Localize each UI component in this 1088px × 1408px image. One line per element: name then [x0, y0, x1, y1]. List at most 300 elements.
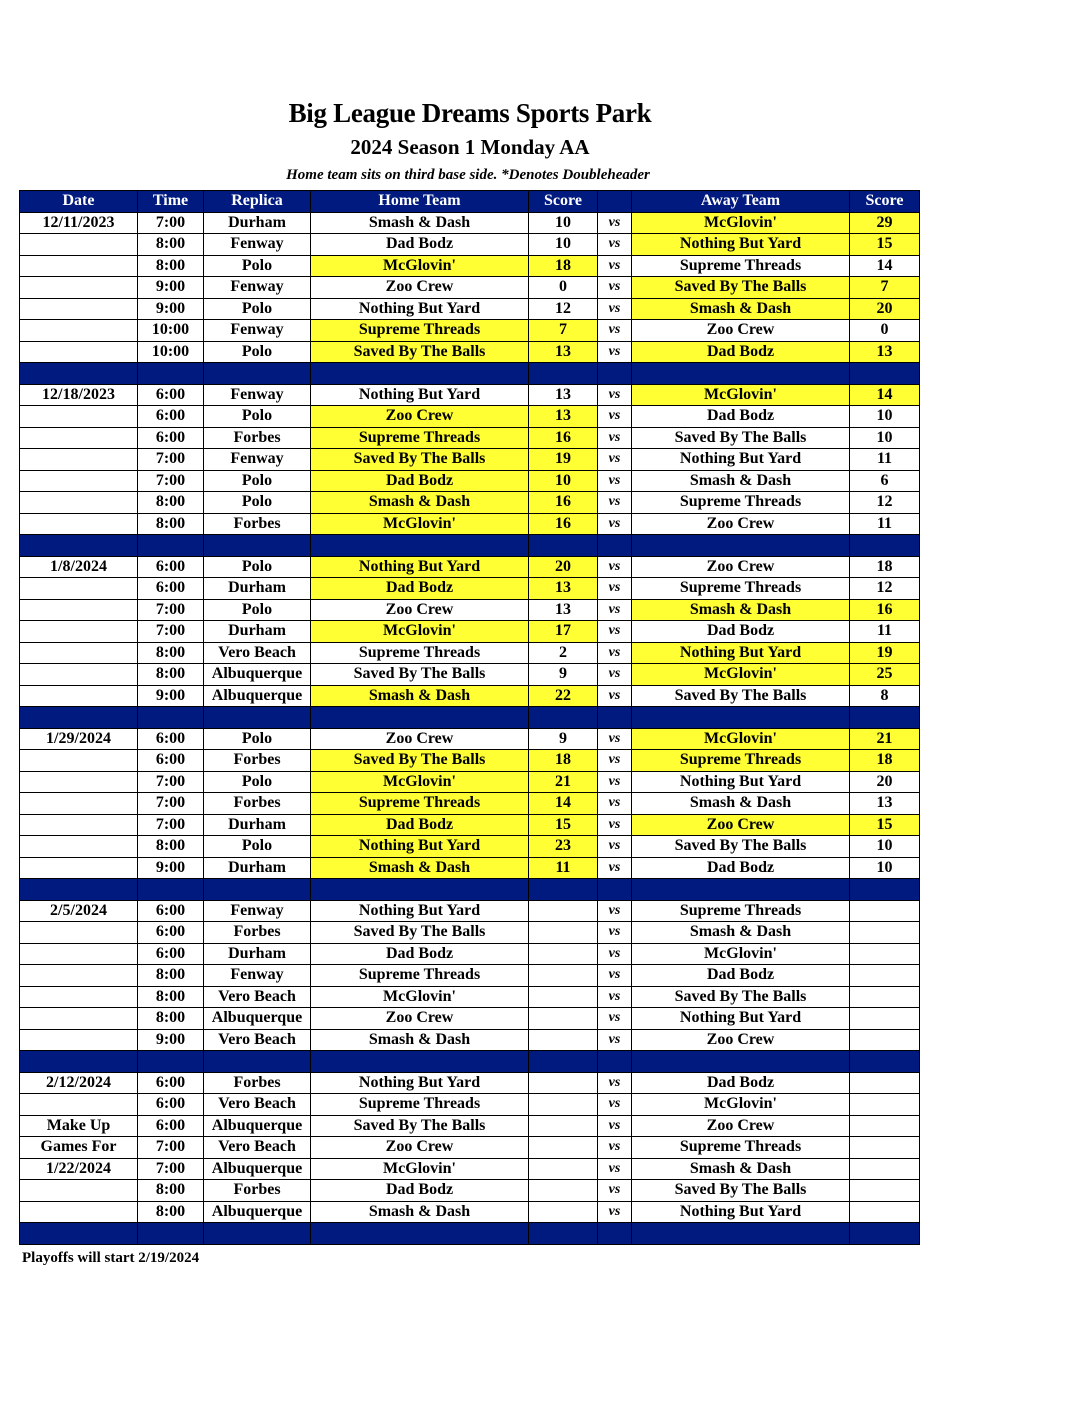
table-row: [20, 1094, 920, 1116]
table-row: [20, 1008, 920, 1030]
table-row: [20, 1201, 920, 1223]
date-cell: [20, 277, 138, 299]
date-cell: [20, 814, 138, 836]
table-row: [20, 922, 920, 944]
date-cell: [20, 298, 138, 320]
time-cell: 6:00: [138, 1115, 204, 1137]
table-row: [20, 406, 920, 428]
replica-cell: Vero Beach: [204, 1137, 311, 1159]
table-row: [20, 255, 920, 277]
time-cell: 7:00: [138, 814, 204, 836]
home-team-cell: Saved By The Balls: [311, 750, 529, 772]
separator-cell: [850, 1223, 920, 1245]
date-cell: [20, 943, 138, 965]
home-score-cell: 13: [529, 406, 598, 428]
separator-cell: [632, 879, 850, 901]
date-cell: [20, 965, 138, 987]
table-row: [20, 1180, 920, 1202]
replica-cell: Durham: [204, 814, 311, 836]
date-cell: [20, 685, 138, 707]
home-score-cell: [529, 1137, 598, 1159]
table-row: [20, 599, 920, 621]
vs-cell: vs: [598, 1094, 632, 1116]
away-team-cell: Nothing But Yard: [632, 642, 850, 664]
replica-cell: Vero Beach: [204, 1094, 311, 1116]
home-score-cell: 18: [529, 255, 598, 277]
home-score-cell: [529, 1115, 598, 1137]
away-team-cell: Supreme Threads: [632, 750, 850, 772]
separator-cell: [20, 1223, 138, 1245]
vs-cell: vs: [598, 599, 632, 621]
away-score-cell: [850, 1008, 920, 1030]
home-score-cell: [529, 1094, 598, 1116]
home-team-cell: McGlovin': [311, 621, 529, 643]
vs-cell: vs: [598, 1180, 632, 1202]
vs-cell: vs: [598, 255, 632, 277]
week-separator-row: [20, 879, 920, 901]
table-row: [20, 750, 920, 772]
home-team-cell: McGlovin': [311, 255, 529, 277]
replica-cell: Polo: [204, 406, 311, 428]
away-team-cell: Smash & Dash: [632, 470, 850, 492]
time-cell: 8:00: [138, 1201, 204, 1223]
vs-cell: vs: [598, 277, 632, 299]
separator-cell: [850, 535, 920, 557]
home-score-cell: 9: [529, 728, 598, 750]
away-team-cell: Supreme Threads: [632, 1137, 850, 1159]
home-team-cell: Nothing But Yard: [311, 1072, 529, 1094]
separator-cell: [529, 1051, 598, 1073]
away-score-cell: 11: [850, 513, 920, 535]
vs-cell: vs: [598, 320, 632, 342]
time-cell: 8:00: [138, 664, 204, 686]
replica-cell: Polo: [204, 255, 311, 277]
time-cell: 7:00: [138, 1158, 204, 1180]
separator-cell: [632, 363, 850, 385]
table-row: [20, 1158, 920, 1180]
home-team-cell: Nothing But Yard: [311, 556, 529, 578]
separator-cell: [529, 363, 598, 385]
separator-cell: [204, 879, 311, 901]
away-team-cell: Saved By The Balls: [632, 277, 850, 299]
home-team-cell: McGlovin': [311, 1158, 529, 1180]
table-row: [20, 793, 920, 815]
away-score-cell: 12: [850, 492, 920, 514]
time-cell: 7:00: [138, 771, 204, 793]
separator-cell: [598, 1223, 632, 1245]
away-team-cell: Zoo Crew: [632, 556, 850, 578]
away-team-cell: McGlovin': [632, 384, 850, 406]
away-score-cell: 7: [850, 277, 920, 299]
home-score-cell: 16: [529, 492, 598, 514]
replica-cell: Polo: [204, 298, 311, 320]
home-score-cell: 12: [529, 298, 598, 320]
replica-cell: Albuquerque: [204, 1201, 311, 1223]
home-score-cell: [529, 922, 598, 944]
away-score-cell: 10: [850, 427, 920, 449]
table-row: [20, 449, 920, 471]
header-date: Date: [20, 191, 138, 213]
time-cell: 6:00: [138, 728, 204, 750]
header-away-team: Away Team: [632, 191, 850, 213]
time-cell: 6:00: [138, 1094, 204, 1116]
home-score-cell: [529, 943, 598, 965]
home-team-cell: Zoo Crew: [311, 1137, 529, 1159]
home-team-cell: Zoo Crew: [311, 728, 529, 750]
away-team-cell: McGlovin': [632, 1094, 850, 1116]
home-team-cell: Zoo Crew: [311, 1008, 529, 1030]
replica-cell: Fenway: [204, 277, 311, 299]
replica-cell: Fenway: [204, 965, 311, 987]
table-row: [20, 1115, 920, 1137]
date-cell: [20, 750, 138, 772]
home-team-cell: Nothing But Yard: [311, 384, 529, 406]
replica-cell: Fenway: [204, 900, 311, 922]
away-score-cell: [850, 922, 920, 944]
schedule-table: [19, 190, 920, 1245]
table-row: [20, 556, 920, 578]
away-score-cell: 8: [850, 685, 920, 707]
replica-cell: Fenway: [204, 320, 311, 342]
time-cell: 9:00: [138, 277, 204, 299]
date-cell: [20, 599, 138, 621]
separator-cell: [311, 1223, 529, 1245]
vs-cell: vs: [598, 900, 632, 922]
table-header-row: [20, 191, 920, 213]
vs-cell: vs: [598, 621, 632, 643]
away-score-cell: 21: [850, 728, 920, 750]
table-row: [20, 212, 920, 234]
header-replica: Replica: [204, 191, 311, 213]
separator-cell: [632, 1051, 850, 1073]
week-separator-row: [20, 363, 920, 385]
away-team-cell: Supreme Threads: [632, 578, 850, 600]
home-score-cell: [529, 1072, 598, 1094]
away-team-cell: Dad Bodz: [632, 965, 850, 987]
away-score-cell: 15: [850, 814, 920, 836]
time-cell: 9:00: [138, 1029, 204, 1051]
time-cell: 6:00: [138, 406, 204, 428]
separator-cell: [204, 535, 311, 557]
date-cell: 12/11/2023: [20, 212, 138, 234]
time-cell: 8:00: [138, 642, 204, 664]
separator-cell: [529, 707, 598, 729]
home-team-cell: Saved By The Balls: [311, 341, 529, 363]
home-score-cell: 20: [529, 556, 598, 578]
date-cell: [20, 234, 138, 256]
away-score-cell: 12: [850, 578, 920, 600]
time-cell: 7:00: [138, 793, 204, 815]
replica-cell: Polo: [204, 556, 311, 578]
separator-cell: [311, 535, 529, 557]
date-cell: [20, 664, 138, 686]
away-score-cell: 10: [850, 857, 920, 879]
away-team-cell: Zoo Crew: [632, 814, 850, 836]
table-row: [20, 664, 920, 686]
replica-cell: Fenway: [204, 384, 311, 406]
home-team-cell: Zoo Crew: [311, 599, 529, 621]
date-cell: [20, 771, 138, 793]
header-time: Time: [138, 191, 204, 213]
away-score-cell: 0: [850, 320, 920, 342]
vs-cell: vs: [598, 427, 632, 449]
home-team-cell: McGlovin': [311, 771, 529, 793]
home-score-cell: 22: [529, 685, 598, 707]
vs-cell: vs: [598, 922, 632, 944]
away-score-cell: 19: [850, 642, 920, 664]
vs-cell: vs: [598, 1008, 632, 1030]
home-score-cell: [529, 1008, 598, 1030]
time-cell: 6:00: [138, 427, 204, 449]
home-score-cell: 15: [529, 814, 598, 836]
vs-cell: vs: [598, 384, 632, 406]
away-score-cell: [850, 965, 920, 987]
table-row: [20, 771, 920, 793]
time-cell: 7:00: [138, 470, 204, 492]
schedule-note: Home team sits on third base side. *Denotes Doubleheader: [286, 167, 650, 183]
vs-cell: vs: [598, 406, 632, 428]
away-team-cell: Saved By The Balls: [632, 836, 850, 858]
table-row: [20, 578, 920, 600]
vs-cell: vs: [598, 642, 632, 664]
away-team-cell: Smash & Dash: [632, 599, 850, 621]
home-score-cell: 13: [529, 599, 598, 621]
home-team-cell: Supreme Threads: [311, 965, 529, 987]
away-score-cell: 29: [850, 212, 920, 234]
date-cell: [20, 793, 138, 815]
replica-cell: Fenway: [204, 234, 311, 256]
replica-cell: Polo: [204, 492, 311, 514]
time-cell: 8:00: [138, 836, 204, 858]
vs-cell: vs: [598, 1029, 632, 1051]
replica-cell: Vero Beach: [204, 986, 311, 1008]
away-team-cell: Nothing But Yard: [632, 234, 850, 256]
home-team-cell: Smash & Dash: [311, 1201, 529, 1223]
time-cell: 6:00: [138, 1072, 204, 1094]
replica-cell: Polo: [204, 771, 311, 793]
separator-cell: [598, 535, 632, 557]
away-score-cell: [850, 1180, 920, 1202]
date-cell: [20, 1029, 138, 1051]
vs-cell: vs: [598, 298, 632, 320]
away-team-cell: Saved By The Balls: [632, 427, 850, 449]
time-cell: 7:00: [138, 1137, 204, 1159]
date-cell: [20, 621, 138, 643]
date-cell: [20, 1180, 138, 1202]
vs-cell: vs: [598, 1115, 632, 1137]
replica-cell: Durham: [204, 943, 311, 965]
replica-cell: Polo: [204, 728, 311, 750]
date-cell: [20, 986, 138, 1008]
vs-cell: vs: [598, 470, 632, 492]
header-away-score: Score: [850, 191, 920, 213]
separator-cell: [20, 535, 138, 557]
replica-cell: Albuquerque: [204, 664, 311, 686]
date-cell: 1/22/2024: [20, 1158, 138, 1180]
replica-cell: Forbes: [204, 1072, 311, 1094]
home-score-cell: 16: [529, 427, 598, 449]
vs-cell: vs: [598, 341, 632, 363]
away-team-cell: Supreme Threads: [632, 255, 850, 277]
away-score-cell: 18: [850, 556, 920, 578]
away-team-cell: Supreme Threads: [632, 900, 850, 922]
away-score-cell: [850, 943, 920, 965]
date-cell: [20, 857, 138, 879]
date-cell: [20, 449, 138, 471]
home-score-cell: 10: [529, 470, 598, 492]
vs-cell: vs: [598, 578, 632, 600]
separator-cell: [138, 1051, 204, 1073]
date-cell: [20, 836, 138, 858]
date-cell: [20, 320, 138, 342]
separator-cell: [632, 535, 850, 557]
home-team-cell: Dad Bodz: [311, 578, 529, 600]
separator-cell: [20, 1051, 138, 1073]
separator-cell: [20, 707, 138, 729]
home-score-cell: 10: [529, 234, 598, 256]
away-score-cell: 13: [850, 793, 920, 815]
home-score-cell: [529, 1180, 598, 1202]
home-team-cell: Dad Bodz: [311, 234, 529, 256]
away-score-cell: 10: [850, 836, 920, 858]
time-cell: 8:00: [138, 255, 204, 277]
home-team-cell: Supreme Threads: [311, 427, 529, 449]
date-cell: [20, 642, 138, 664]
separator-cell: [850, 363, 920, 385]
separator-cell: [632, 707, 850, 729]
away-team-cell: McGlovin': [632, 212, 850, 234]
away-score-cell: 10: [850, 406, 920, 428]
home-team-cell: Dad Bodz: [311, 1180, 529, 1202]
date-cell: 2/12/2024: [20, 1072, 138, 1094]
week-separator-row: [20, 1223, 920, 1245]
table-row: [20, 965, 920, 987]
separator-cell: [311, 1051, 529, 1073]
separator-cell: [529, 535, 598, 557]
replica-cell: Durham: [204, 857, 311, 879]
date-cell: Make Up: [20, 1115, 138, 1137]
away-team-cell: Saved By The Balls: [632, 685, 850, 707]
home-team-cell: Smash & Dash: [311, 857, 529, 879]
vs-cell: vs: [598, 771, 632, 793]
away-score-cell: 14: [850, 384, 920, 406]
time-cell: 8:00: [138, 513, 204, 535]
separator-cell: [598, 363, 632, 385]
away-team-cell: Smash & Dash: [632, 922, 850, 944]
home-score-cell: [529, 1158, 598, 1180]
away-team-cell: Dad Bodz: [632, 857, 850, 879]
replica-cell: Vero Beach: [204, 642, 311, 664]
schedule-body: [20, 212, 920, 1244]
date-cell: [20, 578, 138, 600]
time-cell: 7:00: [138, 212, 204, 234]
home-team-cell: Zoo Crew: [311, 277, 529, 299]
table-row: [20, 986, 920, 1008]
time-cell: 10:00: [138, 320, 204, 342]
separator-cell: [138, 879, 204, 901]
separator-cell: [138, 363, 204, 385]
date-cell: [20, 922, 138, 944]
away-score-cell: [850, 1094, 920, 1116]
table-row: [20, 728, 920, 750]
vs-cell: vs: [598, 814, 632, 836]
replica-cell: Polo: [204, 836, 311, 858]
time-cell: 8:00: [138, 965, 204, 987]
playoffs-note: Playoffs will start 2/19/2024: [22, 1250, 200, 1266]
time-cell: 10:00: [138, 341, 204, 363]
date-cell: [20, 492, 138, 514]
separator-cell: [20, 363, 138, 385]
home-score-cell: [529, 900, 598, 922]
vs-cell: vs: [598, 664, 632, 686]
replica-cell: Forbes: [204, 922, 311, 944]
home-team-cell: Nothing But Yard: [311, 836, 529, 858]
time-cell: 9:00: [138, 857, 204, 879]
separator-cell: [529, 1223, 598, 1245]
table-row: [20, 642, 920, 664]
away-score-cell: [850, 1158, 920, 1180]
away-team-cell: McGlovin': [632, 728, 850, 750]
vs-cell: vs: [598, 1201, 632, 1223]
replica-cell: Forbes: [204, 513, 311, 535]
time-cell: 8:00: [138, 986, 204, 1008]
table-row: [20, 341, 920, 363]
away-team-cell: Nothing But Yard: [632, 1201, 850, 1223]
vs-cell: vs: [598, 1137, 632, 1159]
time-cell: 8:00: [138, 1008, 204, 1030]
away-team-cell: Supreme Threads: [632, 492, 850, 514]
time-cell: 6:00: [138, 922, 204, 944]
away-team-cell: Saved By The Balls: [632, 986, 850, 1008]
vs-cell: vs: [598, 750, 632, 772]
away-team-cell: Dad Bodz: [632, 1072, 850, 1094]
date-cell: [20, 427, 138, 449]
replica-cell: Polo: [204, 599, 311, 621]
time-cell: 6:00: [138, 578, 204, 600]
date-cell: [20, 1094, 138, 1116]
replica-cell: Durham: [204, 212, 311, 234]
header-vs: [598, 191, 632, 213]
time-cell: 6:00: [138, 384, 204, 406]
separator-cell: [598, 707, 632, 729]
home-score-cell: 2: [529, 642, 598, 664]
replica-cell: Polo: [204, 470, 311, 492]
time-cell: 9:00: [138, 298, 204, 320]
table-row: [20, 836, 920, 858]
home-score-cell: [529, 965, 598, 987]
time-cell: 8:00: [138, 1180, 204, 1202]
home-team-cell: Dad Bodz: [311, 943, 529, 965]
time-cell: 9:00: [138, 685, 204, 707]
time-cell: 6:00: [138, 900, 204, 922]
home-team-cell: Smash & Dash: [311, 685, 529, 707]
time-cell: 6:00: [138, 750, 204, 772]
separator-cell: [311, 363, 529, 385]
home-score-cell: 19: [529, 449, 598, 471]
home-score-cell: 23: [529, 836, 598, 858]
away-score-cell: 18: [850, 750, 920, 772]
vs-cell: vs: [598, 793, 632, 815]
date-cell: 12/18/2023: [20, 384, 138, 406]
away-score-cell: [850, 1072, 920, 1094]
separator-cell: [850, 879, 920, 901]
away-team-cell: Smash & Dash: [632, 1158, 850, 1180]
home-score-cell: 16: [529, 513, 598, 535]
table-row: [20, 277, 920, 299]
away-team-cell: Nothing But Yard: [632, 449, 850, 471]
away-score-cell: 11: [850, 449, 920, 471]
away-score-cell: 20: [850, 771, 920, 793]
